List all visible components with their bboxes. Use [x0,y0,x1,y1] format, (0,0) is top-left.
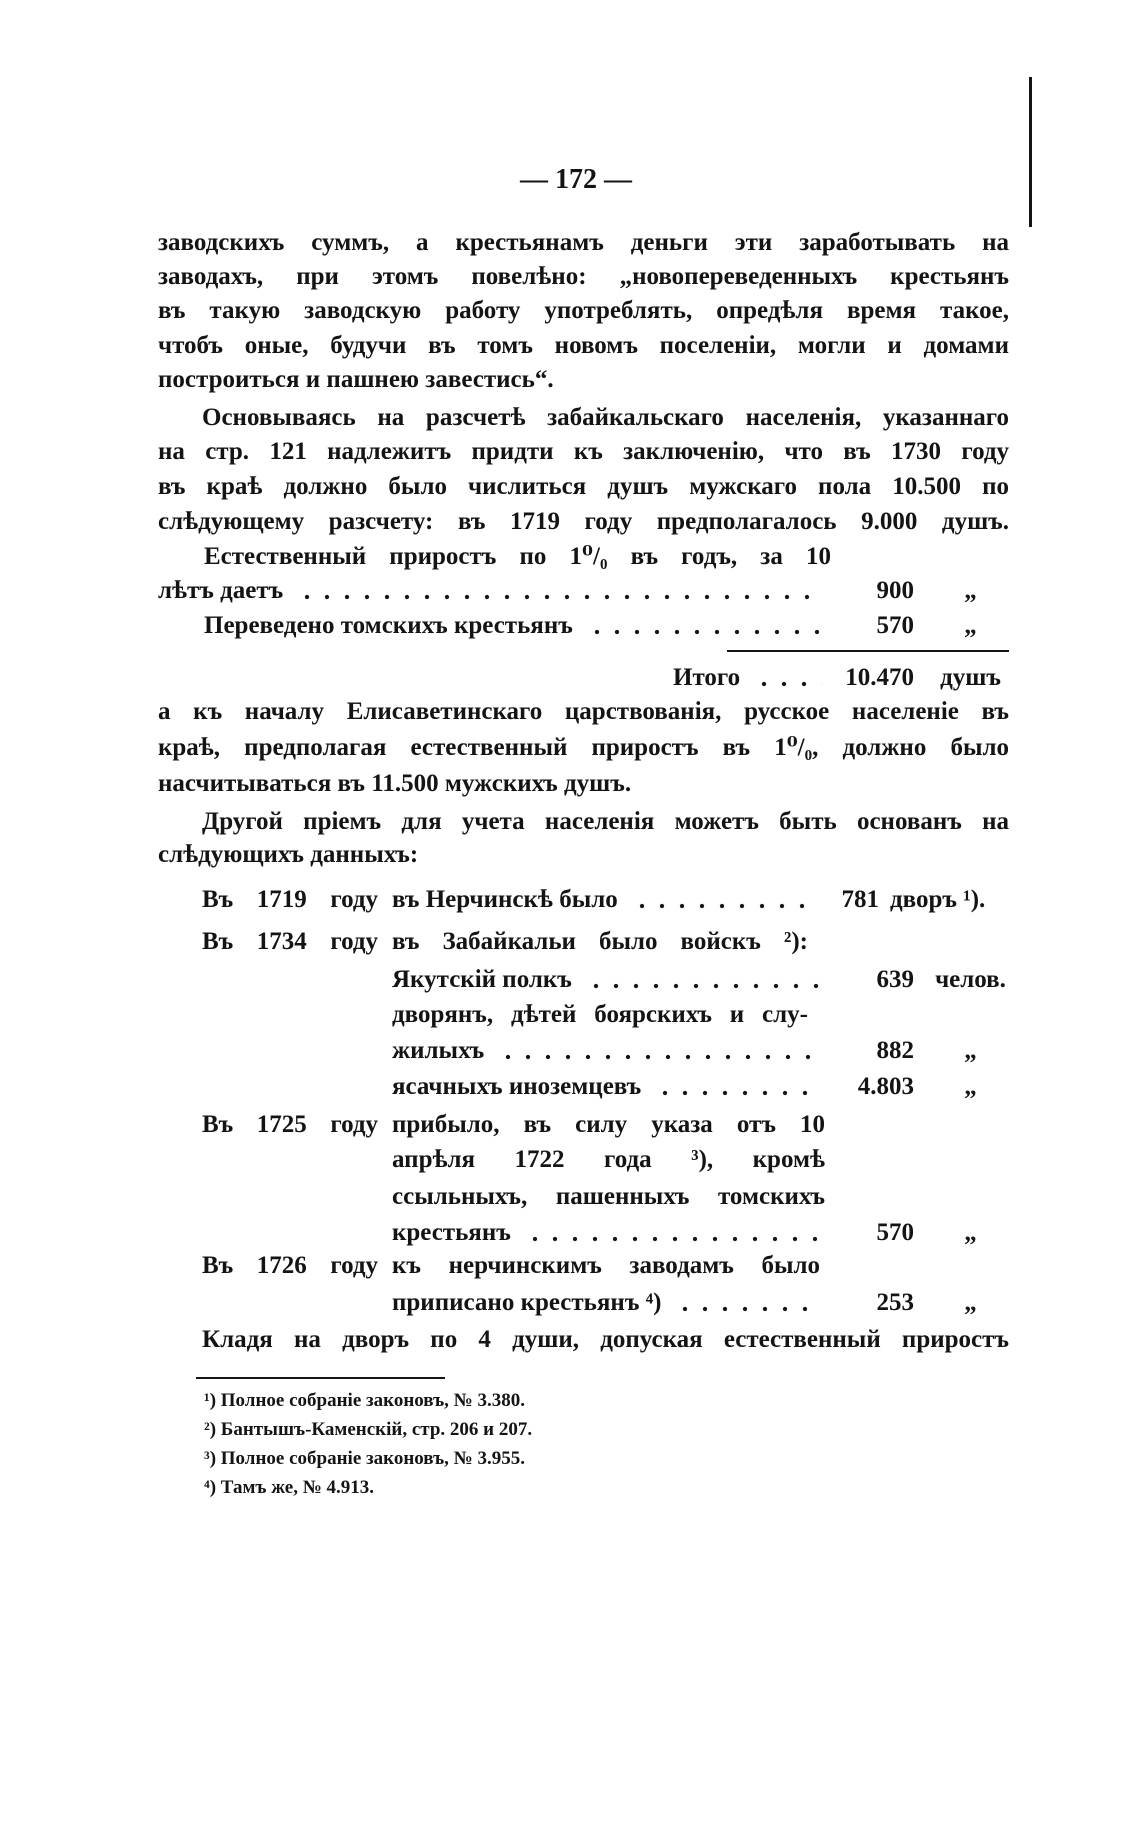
footnote: ⁴) Тамъ же, № 4.913. [204,1477,375,1498]
text-line: а къ началу Елисаветинскаго царствованія, русское населеніе въ [158,698,1009,725]
calc-intro: Естественный приростъ по 1⁰/₀ въ годъ, за 10 [204,543,831,570]
row-unit: „ [964,1289,977,1316]
text-line: насчитываться въ 11.500 мужскихъ душъ. [158,770,632,797]
text-line: Другой пріемъ для учета населенія можетъ быть основанъ на [202,808,1009,835]
text-line: на стр. 121 надлежитъ придти къ заключенію, что въ 1730 году [158,438,1009,465]
row-label: жилыхъ [392,1037,485,1064]
row-unit: „ [964,1037,977,1064]
row-value: 900 [876,577,914,604]
calc-row [158,575,1009,607]
row-value: 882 [876,1037,914,1064]
page-number: — 172 — [520,164,632,195]
record-row [392,1071,1009,1103]
record-row [392,884,1009,916]
text-line: заводскихъ суммъ, а крестьянамъ деньги эти заработывать на [158,229,1009,256]
record-text-line: апрѣля 1722 года ³), кромѣ [392,1146,825,1173]
text-line: краѣ, предполагая естественный приростъ въ 1⁰/₀, должно было [158,734,1009,761]
record-text-line: прибыло, въ силу указа отъ 10 [392,1111,825,1138]
dot-leader [498,1035,822,1067]
dot-leader [754,662,822,694]
record-year: Въ 1734 году [202,928,378,955]
row-label: въ Нерчинскѣ было [392,886,618,913]
row-value: 253 [876,1289,914,1316]
footnote: ³) Полное собраніе законовъ, № 3.955. [204,1448,526,1469]
footnote: ¹) Полное собраніе законовъ, № 3.380. [204,1390,526,1411]
calc-row [204,610,1009,642]
row-unit: „ [964,1219,977,1246]
scan-edge-line [1029,77,1032,227]
row-unit: дворъ ¹). [890,886,986,913]
row-label: Переведено томскихъ крестьянъ [204,612,573,639]
text-line: слѣдующихъ данныхъ: [158,841,419,868]
row-value: 639 [876,966,914,993]
record-year: Въ 1726 году [202,1252,378,1279]
footnote: ²) Бантышъ-Каменскій, стр. 206 и 207. [204,1419,533,1440]
text-line: построиться и пашнею завестись“. [158,366,554,393]
row-unit: челов. [935,966,1006,993]
text-line: слѣдующему разсчету: въ 1719 году предполагалось 9.000 душъ. [158,508,1009,535]
dot-leader [632,884,807,916]
text-line: Основываясь на разсчетѣ забайкальскаго населенія, указаннаго [202,404,1009,431]
row-unit: „ [964,612,977,639]
record-row [392,1035,1009,1067]
row-value: 570 [876,612,914,639]
row-value: 781 [841,886,879,913]
total-value: 10.470 [845,664,914,691]
dot-leader [655,1071,822,1103]
row-label: крестьянъ [392,1219,511,1246]
total-rule [727,650,1009,652]
total-unit: душъ [940,664,1001,691]
row-label: лѣтъ даетъ [158,577,284,604]
dot-leader [587,610,822,642]
calc-total-row [673,662,1009,694]
record-year: Въ 1725 году [202,1111,378,1138]
row-label: приписано крестьянъ ⁴) [392,1289,662,1316]
row-label: ясачныхъ иноземцевъ [392,1073,642,1100]
text-line: чтобъ оные, будучи въ томъ новомъ поселеніи, могли и домами [158,332,1009,359]
record-row [392,964,1009,996]
dot-leader [297,575,822,607]
record-text-line: ссыльныхъ, пашенныхъ томскихъ [392,1183,825,1210]
dot-leader [586,964,822,996]
dot-leader [525,1217,822,1249]
record-row [392,1287,1009,1319]
record-row [392,1217,1009,1249]
row-unit: „ [964,577,977,604]
record-year: Въ 1719 году [202,886,378,913]
record-text-line: дворянъ, дѣтей боярскихъ и слу- [392,1001,808,1028]
row-value: 4.803 [857,1073,914,1100]
text-line: Кладя на дворъ по 4 души, допуская естественный приростъ [202,1326,1009,1353]
text-line: въ такую заводскую работу употреблять, опредѣля время такое, [158,297,1009,324]
record-heading: въ Забайкальи было войскъ ²): [392,928,808,955]
row-value: 570 [876,1219,914,1246]
footnote-rule [196,1377,445,1379]
total-label: Итого [673,664,741,691]
dot-leader [675,1287,822,1319]
text-line: въ краѣ должно было числиться душъ мужскаго пола 10.500 по [158,473,1009,500]
row-unit: „ [964,1073,977,1100]
text-line: заводахъ, при этомъ повелѣно: „новопереведенныхъ крестьянъ [158,263,1009,290]
record-text-line: къ нерчинскимъ заводамъ было [392,1252,820,1279]
row-label: Якутскій полкъ [392,966,572,993]
